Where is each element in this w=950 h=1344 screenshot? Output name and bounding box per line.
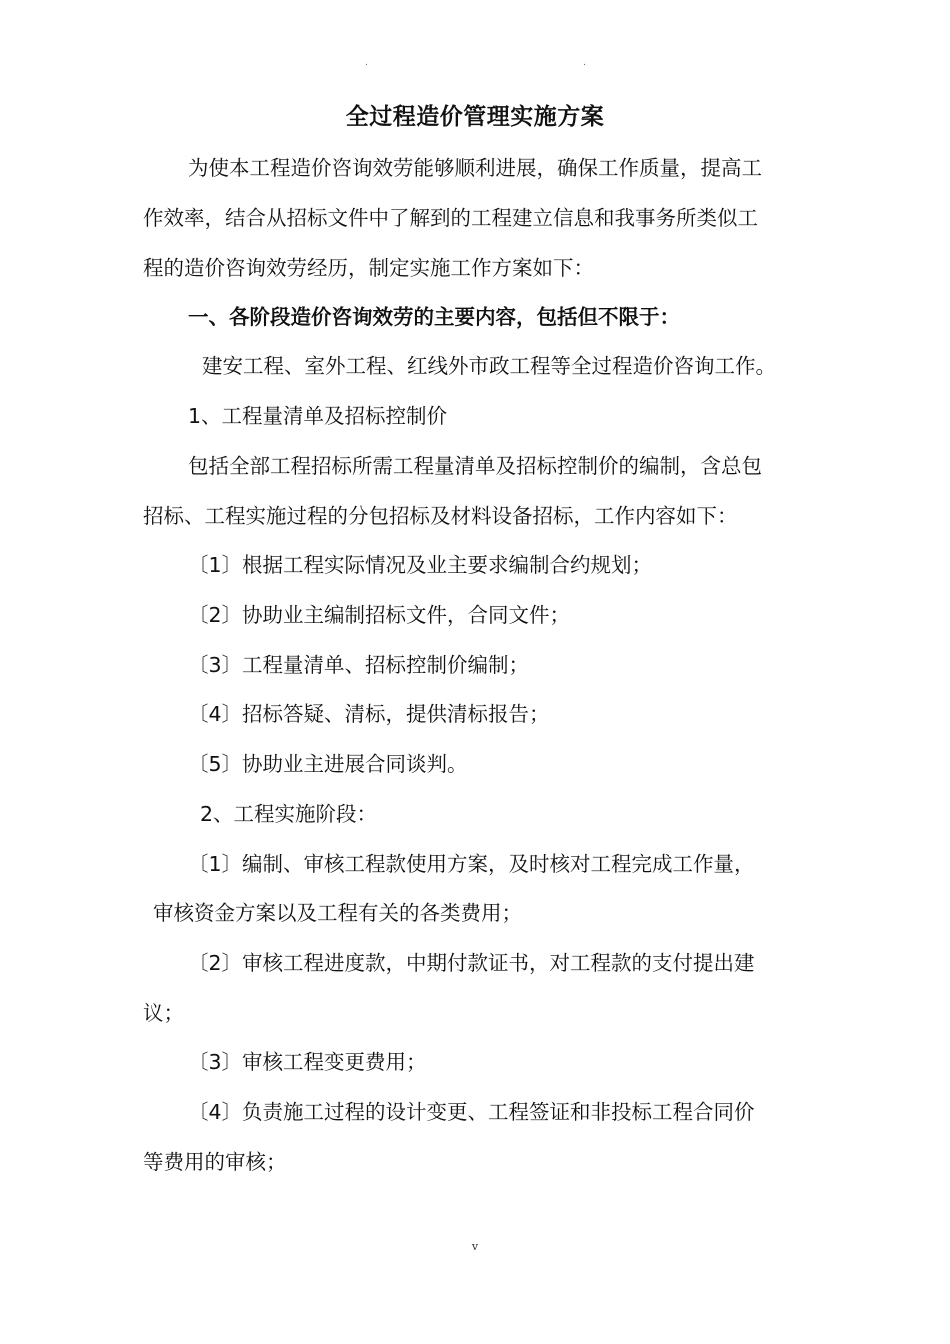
list-item: 〔1〕根据工程实际情况及业主要求编制合约规划； [188,553,653,577]
list-item: 〔4〕招标答疑、清标，提供清标报告； [188,702,550,726]
header-dot-right: . [583,58,586,68]
list-item: 〔3〕审核工程变更费用； [188,1050,427,1074]
paragraph-line: 包括全部工程招标所需工程量清单及招标控制价的编制，含总包 [188,454,762,478]
list-item: 〔5〕协助业主进展合同谈判。 [188,752,468,776]
subsection-heading: 2、工程实施阶段： [200,802,378,826]
list-item-continuation: 审核资金方案以及工程有关的各类费用； [153,901,522,925]
paragraph-line: 建安工程、室外工程、红线外市政工程等全过程造价咨询工作。 [202,354,776,378]
page-footer: v [471,1240,479,1253]
paragraph-line: 为使本工程造价咨询效劳能够顺利进展，确保工作质量，提高工 [188,156,762,180]
paragraph-line: 招标、工程实施过程的分包招标及材料设备招标，工作内容如下： [143,504,738,528]
list-item: 〔2〕审核工程进度款，中期付款证书，对工程款的支付提出建 [188,951,755,975]
section-heading: 一、各阶段造价咨询效劳的主要内容，包括但不限于： [188,305,680,329]
subsection-heading: 1、工程量清单及招标控制价 [188,404,448,428]
paragraph-line: 作效率，结合从招标文件中了解到的工程建立信息和我事务所类似工 [143,206,758,230]
header-dot-left: . [365,58,368,68]
list-item: 〔2〕协助业主编制招标文件，合同文件； [188,603,571,627]
list-item: 〔3〕工程量清单、招标控制价编制； [188,653,530,677]
list-item: 〔1〕编制、审核工程款使用方案，及时核对工程完成工作量， [188,852,755,876]
list-item: 〔4〕负责施工过程的设计变更、工程签证和非投标工程合同价 [188,1100,755,1124]
paragraph-line: 程的造价咨询效劳经历，制定实施工作方案如下： [143,256,594,280]
document-title: 全过程造价管理实施方案 [345,104,605,130]
list-item-continuation: 等费用的审核； [143,1150,287,1174]
list-item-continuation: 议； [143,1001,184,1025]
